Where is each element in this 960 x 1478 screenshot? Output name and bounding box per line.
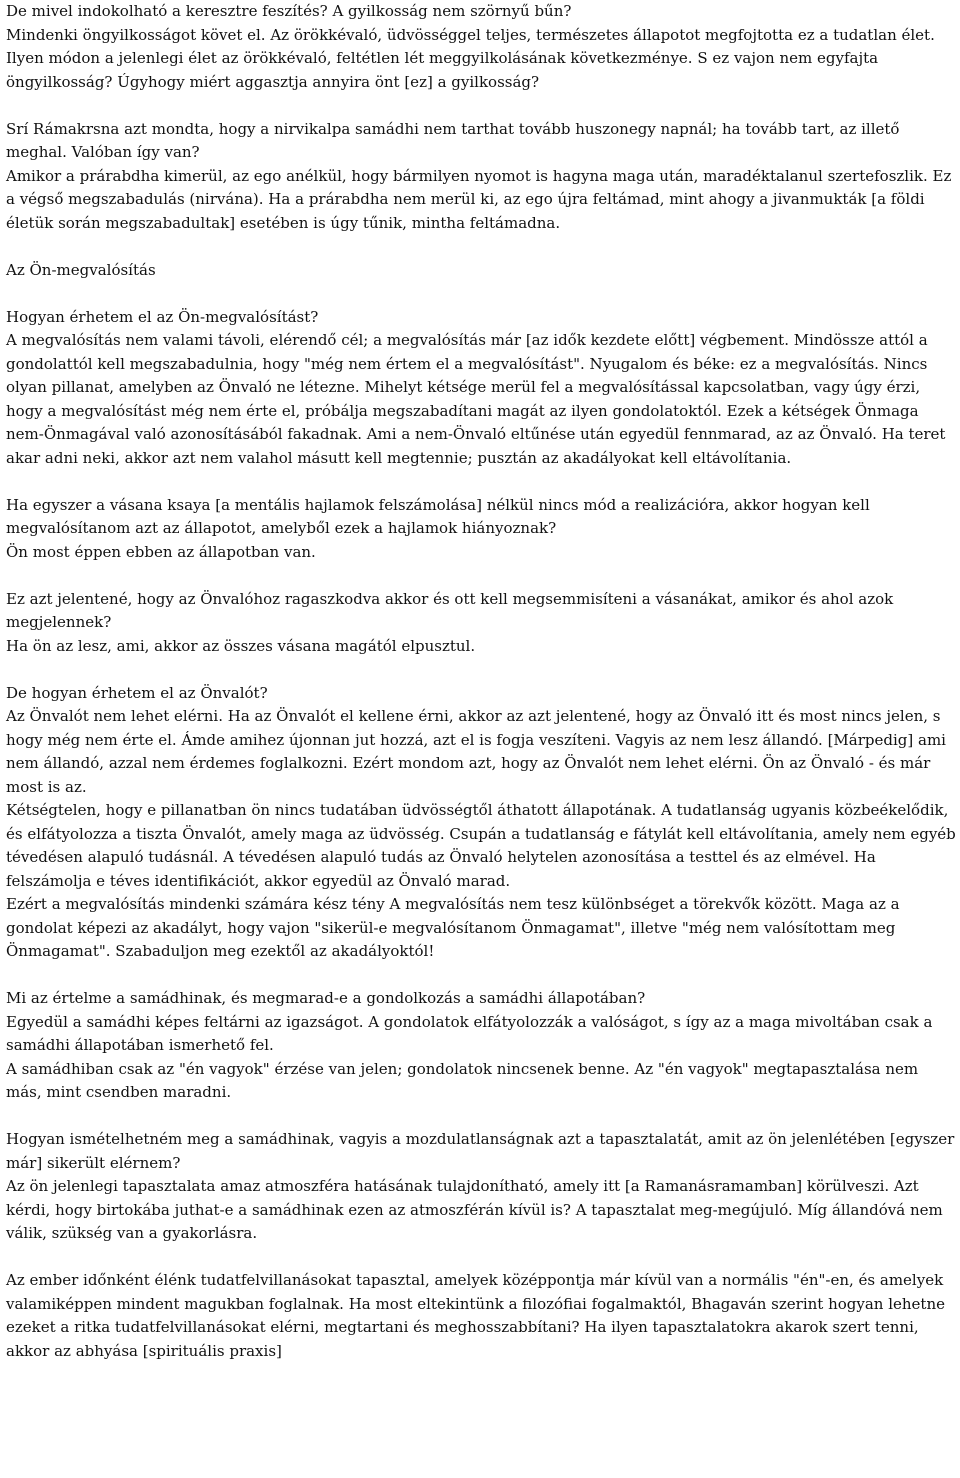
answer-text: Az Önvalót nem lehet elérni. Ha az Önvalót el kellene érni, akkor az azt jelentené, hogy az Önvaló itt és most nincs jelen, s hogy még nem érte el. Ámde amihez újonnan jut hozzá, azt el is fogja veszíteni. Vagyis az nem lesz állandó. [Márpedig] ami nem állandó, azzal nem érdemes foglalkozni. Ezért mondom azt, hogy az Önvalót nem lehet elérni. Ön az Önvaló - és már most is az.	[6, 707, 946, 796]
section-heading-self-realization	[6, 259, 956, 283]
question-text: Ez azt jelentené, hogy az Önvalóhoz ragaszkodva akkor és ott kell megsemmisíteni a vásanákat, amikor és ahol azok megjelennek?	[6, 589, 894, 631]
section-heading: Az Ön-megvalósítás	[6, 260, 156, 279]
answer-text: Ezért a megvalósítás mindenki számára kész tény A megvalósítás nem tesz különbséget a törekvők között. Maga az a gondolat képezi az akadályt, hogy vajon "sikerül-e megvalósítanom Önmagamat", illetve "még nem valósítottam meg Önmagamat". Szabaduljon meg ezektől az akadályoktól!	[6, 895, 900, 960]
paragraph-reach-self	[6, 682, 956, 964]
paragraph-suicide	[6, 0, 956, 94]
answer-text: Mindenki öngyilkosságot követ el. Az örökkévaló, üdvösséggel teljes, természetes állapotot megfojtotta ez a tudatlan élet. Ilyen módon a jelenlegi élet az örökkévaló, feltétlen lét meggyilkolásának következménye. S ez vajon nem egyfajta öngyilkosság? Úgyhogy miért aggasztja annyira önt [ez] a gyilkosság?	[6, 25, 935, 91]
document-body	[6, 0, 956, 1387]
paragraph-consciousness-flashes	[6, 1269, 956, 1363]
paragraph-samadhi-meaning	[6, 987, 956, 1105]
question-text: Hogyan érhetem el az Ön-megvalósítást?	[6, 307, 319, 326]
question-text: Mi az értelme a samádhinak, és megmarad-e a gondolkozás a samádhi állapotában?	[6, 989, 646, 1007]
paragraph-vasana-ksaya	[6, 494, 956, 565]
answer-text: Ha ön az lesz, ami, akkor az összes vásana magától elpusztul.	[6, 636, 476, 655]
answer-text: Egyedül a samádhi képes feltárni az igazságot. A gondolatok elfátyolozzák a valóságot, s így az a maga mivoltában csak a samádhi állapotában ismerhető fel.	[6, 1012, 933, 1054]
answer-text: A megvalósítás nem valami távoli, elérendő cél; a megvalósítás már [az idők kezdete előtt] végbement. Mindössze attól a gondolattól kell megszabadulnia, hogy "még nem értem el a megvalósítást". Nyugalom és béke: ez a megvalósítás. Nincs olyan pillanat, amelyben az Önvaló ne létezne. Mihelyt kétsége merül fel a megvalósítással kapcsolatban, vagy úgy érzi, hogy a megvalósítást még nem érte el, próbálja megszabadítani magát az ilyen gondolatoktól. Ezek a kétségek Önmaga nem-Önmagával való azonosításából fakadnak. Ami a nem-Önvaló eltűnése után egyedül fennmarad, az az Önvaló. Ha teret akar adni neki, akkor azt nem valahol másutt kell megtennie; pusztán az akadályokat kell eltávolítania.	[6, 331, 946, 467]
answer-text: A samádhiban csak az "én vagyok" érzése van jelen; gondolatok nincsenek benne. Az "én vagyok" megtapasztalása nem más, mint csendben maradni.	[6, 1059, 919, 1101]
paragraph-ramakrishna	[6, 118, 956, 236]
question-text: De mivel indokolható a keresztre feszítés? A gyilkosság nem szörnyű bűn?	[6, 2, 572, 20]
question-text: Ha egyszer a vásana ksaya [a mentális hajlamok felszámolása] nélkül nincs mód a realizációra, akkor hogyan kell megvalósítanom azt az állapotot, amelyből ezek a hajlamok hiányoznak?	[6, 495, 870, 537]
question-text: Az ember időnként élénk tudatfelvillanásokat tapasztal, amelyek középpontja már kívül van a normális "én"-en, és amelyek valamiképpen mindent magukban foglalnak. Ha most eltekintünk a filozófiai fogalmaktól, Bhagaván szerint hogyan lehetne ezeket a ritka tudatfelvillanásokat elérni, megtartani és meghosszabbítani? Ha ilyen tapasztalatokra akarok szert tenni, akkor az abhyása [spirituális praxis]	[6, 1271, 945, 1360]
paragraph-repeat-samadhi	[6, 1128, 956, 1246]
question-text: De hogyan érhetem el az Önvalót?	[6, 683, 268, 702]
paragraph-destroy-vasanas	[6, 588, 956, 659]
answer-text: Kétségtelen, hogy e pillanatban ön nincs tudatában üdvösségtől áthatott állapotának. A tudatlanság ugyanis közbeékelődik, és elfátyolozza a tiszta Önvalót, amely maga az üdvösség. Csupán a tudatlanság e fátylát kell eltávolítania, amely nem egyéb tévedésen alapuló tudásnál. A tévedésen alapuló tudás az Önvaló helytelen azonosítása a testtel és az elmével. Ha felszámolja e téves identifikációt, akkor egyedül az Önvaló marad.	[6, 801, 956, 890]
answer-text: Az ön jelenlegi tapasztalata amaz atmoszféra hatásának tulajdonítható, amely itt [a Ramanásramamban] körülveszi. Azt kérdi, hogy birtokába juthat-e a samádhinak ezen az atmoszférán kívül is? A tapasztalat meg-megújuló. Míg állandóvá nem válik, szükség van a gyakorlásra.	[6, 1177, 943, 1242]
question-text: Hogyan ismételhetném meg a samádhinak, vagyis a mozdulatlanságnak azt a tapasztalatát, amit az ön jelenlétében [egyszer már] sikerült elérnem?	[6, 1130, 955, 1172]
answer-text: Amikor a prárabdha kimerül, az ego anélkül, hogy bármilyen nyomot is hagyna maga után, maradéktalanul szertefoszlik. Ez a végső megszabadulás (nirvána). Ha a prárabdha nem merül ki, az ego újra feltámad, mint ahogy a jivanmukták [a földi életük során megszabadultak] esetében is úgy tűnik, mintha feltámadna.	[6, 166, 952, 232]
paragraph-how-realize	[6, 306, 956, 471]
question-text: Srí Rámakrsna azt mondta, hogy a nirvikalpa samádhi nem tarthat tovább huszonegy napnál; ha tovább tart, az illető meghal. Valóban így van?	[6, 119, 900, 161]
answer-text: Ön most éppen ebben az állapotban van.	[6, 542, 316, 561]
